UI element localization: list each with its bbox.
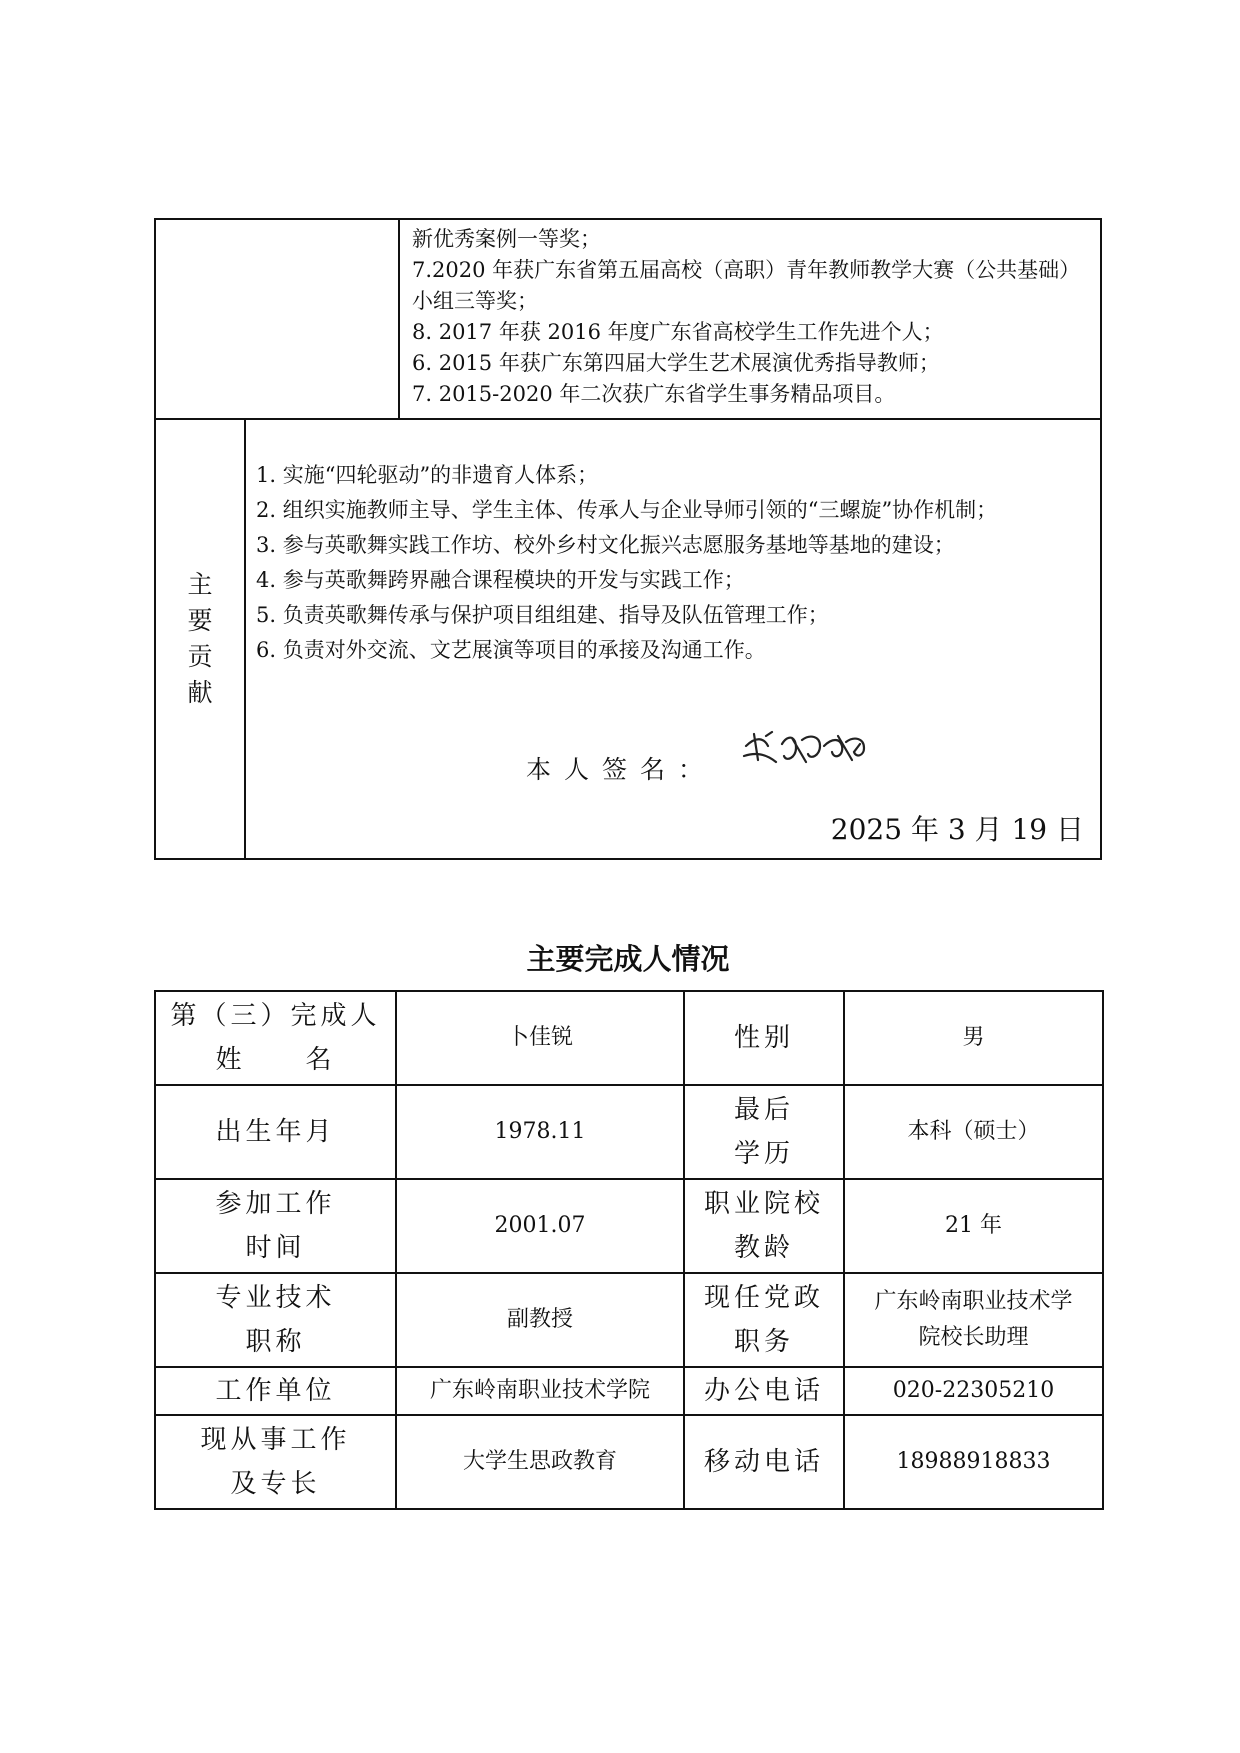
signature-date: 2025 年 3 月 19 日 xyxy=(830,813,1084,846)
info-value-text: 1978.11 xyxy=(494,1118,586,1144)
info-row xyxy=(155,1415,1103,1509)
info-label-text: 参加工作 xyxy=(215,1188,336,1219)
info-value-text: 大学生思政教育 xyxy=(462,1448,617,1474)
info-label-text: 第（三）完成人 xyxy=(170,1000,381,1031)
info-value-text: 本科（硕士） xyxy=(907,1118,1040,1144)
info-label-text: 时间 xyxy=(245,1232,306,1263)
completer-info-table xyxy=(154,990,1104,1510)
info-label-cell xyxy=(155,1273,396,1367)
info-value-text: 2001.07 xyxy=(494,1212,586,1238)
section-title: 主要完成人情况 xyxy=(526,942,730,976)
info-label-text: 姓 名 xyxy=(215,1044,336,1075)
info-label-text: 学历 xyxy=(733,1138,794,1169)
awards-label-cell xyxy=(156,220,400,418)
info-label-text: 现从事工作 xyxy=(200,1424,351,1455)
info-value-cell xyxy=(844,1273,1103,1367)
contribution-item: 2. 组织实施教师主导、学生主体、传承人与企业导师引领的“三螺旋”协作机制； xyxy=(256,498,998,522)
info-value-text: 020-22305210 xyxy=(892,1377,1055,1403)
info-label-cell xyxy=(684,1085,844,1179)
award-item: 6. 2015 年获广东第四届大学生艺术展演优秀指导教师； xyxy=(412,351,940,375)
info-label-cell xyxy=(155,1367,396,1415)
info-label-cell xyxy=(155,1085,396,1179)
info-label-text: 工作单位 xyxy=(215,1375,336,1406)
info-label-text: 性别 xyxy=(733,1022,794,1053)
info-value-text: 广东岭南职业技术学 xyxy=(874,1288,1073,1314)
info-value-text: 21 年 xyxy=(945,1212,1002,1238)
info-value-cell xyxy=(396,1367,684,1415)
info-label-text: 办公电话 xyxy=(703,1375,824,1406)
info-value-text: 卜佳锐 xyxy=(506,1024,573,1050)
contribution-item: 3. 参与英歌舞实践工作坊、校外乡村文化振兴志愿服务基地等基地的建设； xyxy=(256,533,955,557)
info-value-cell xyxy=(396,1085,684,1179)
info-value-text: 18988918833 xyxy=(896,1448,1051,1474)
info-label-text: 教龄 xyxy=(733,1232,794,1263)
info-label-text: 职务 xyxy=(733,1326,794,1357)
info-label-cell xyxy=(684,1179,844,1273)
contribution-table xyxy=(154,218,1102,860)
info-value-cell xyxy=(844,991,1103,1085)
info-row xyxy=(155,1367,1103,1415)
contribution-list xyxy=(256,458,1092,668)
contribution-label-cell xyxy=(156,420,246,858)
info-value-text: 男 xyxy=(962,1024,985,1050)
contribution-item: 6. 负责对外交流、文艺展演等项目的承接及沟通工作。 xyxy=(256,638,766,662)
info-value-cell xyxy=(844,1415,1103,1509)
info-label-text: 及专长 xyxy=(230,1468,321,1499)
info-label-text: 专业技术 xyxy=(215,1282,336,1313)
signature-label: 本人签名： xyxy=(526,755,717,784)
info-label-cell xyxy=(684,1415,844,1509)
info-label-cell xyxy=(684,991,844,1085)
info-label-text: 移动电话 xyxy=(703,1446,824,1477)
info-label-text: 最后 xyxy=(733,1094,794,1125)
info-label-cell xyxy=(155,991,396,1085)
signature-image xyxy=(736,716,886,776)
info-value-text: 院校长助理 xyxy=(918,1324,1029,1350)
info-label-cell xyxy=(684,1273,844,1367)
contribution-item: 4. 参与英歌舞跨界融合课程模块的开发与实践工作； xyxy=(256,568,745,592)
contribution-label: 主要贡献 xyxy=(187,570,213,707)
info-row xyxy=(155,1179,1103,1273)
contribution-item: 5. 负责英歌舞传承与保护项目组组建、指导及队伍管理工作； xyxy=(256,603,829,627)
award-item: 7.2020 年获广东省第五届高校（高职）青年教师教学大赛（公共基础）小组三等奖； xyxy=(412,258,1081,313)
info-value-cell xyxy=(396,1179,684,1273)
info-label-cell xyxy=(155,1415,396,1509)
info-row xyxy=(155,991,1103,1085)
contribution-item: 1. 实施“四轮驱动”的非遗育人体系； xyxy=(256,463,599,487)
info-label-cell xyxy=(155,1179,396,1273)
info-value-cell xyxy=(844,1085,1103,1179)
awards-list xyxy=(412,224,1092,410)
info-label-cell xyxy=(684,1367,844,1415)
info-value-cell xyxy=(396,1273,684,1367)
info-label-text: 职业院校 xyxy=(703,1188,824,1219)
info-label-text: 出生年月 xyxy=(215,1116,336,1147)
awards-row xyxy=(156,220,1100,420)
info-value-cell xyxy=(396,991,684,1085)
award-item: 8. 2017 年获 2016 年度广东省高校学生工作先进个人； xyxy=(412,320,944,344)
info-value-text: 广东岭南职业技术学院 xyxy=(429,1377,650,1403)
info-value-cell xyxy=(396,1415,684,1509)
info-label-text: 现任党政 xyxy=(703,1282,824,1313)
info-value-text: 副教授 xyxy=(506,1306,573,1332)
info-row xyxy=(155,1273,1103,1367)
award-item: 7. 2015-2020 年二次获广东省学生事务精品项目。 xyxy=(412,382,896,406)
award-item: 新优秀案例一等奖； xyxy=(412,227,601,251)
info-value-cell xyxy=(844,1179,1103,1273)
info-row xyxy=(155,1085,1103,1179)
info-value-cell xyxy=(844,1367,1103,1415)
info-label-text: 职称 xyxy=(245,1326,306,1357)
